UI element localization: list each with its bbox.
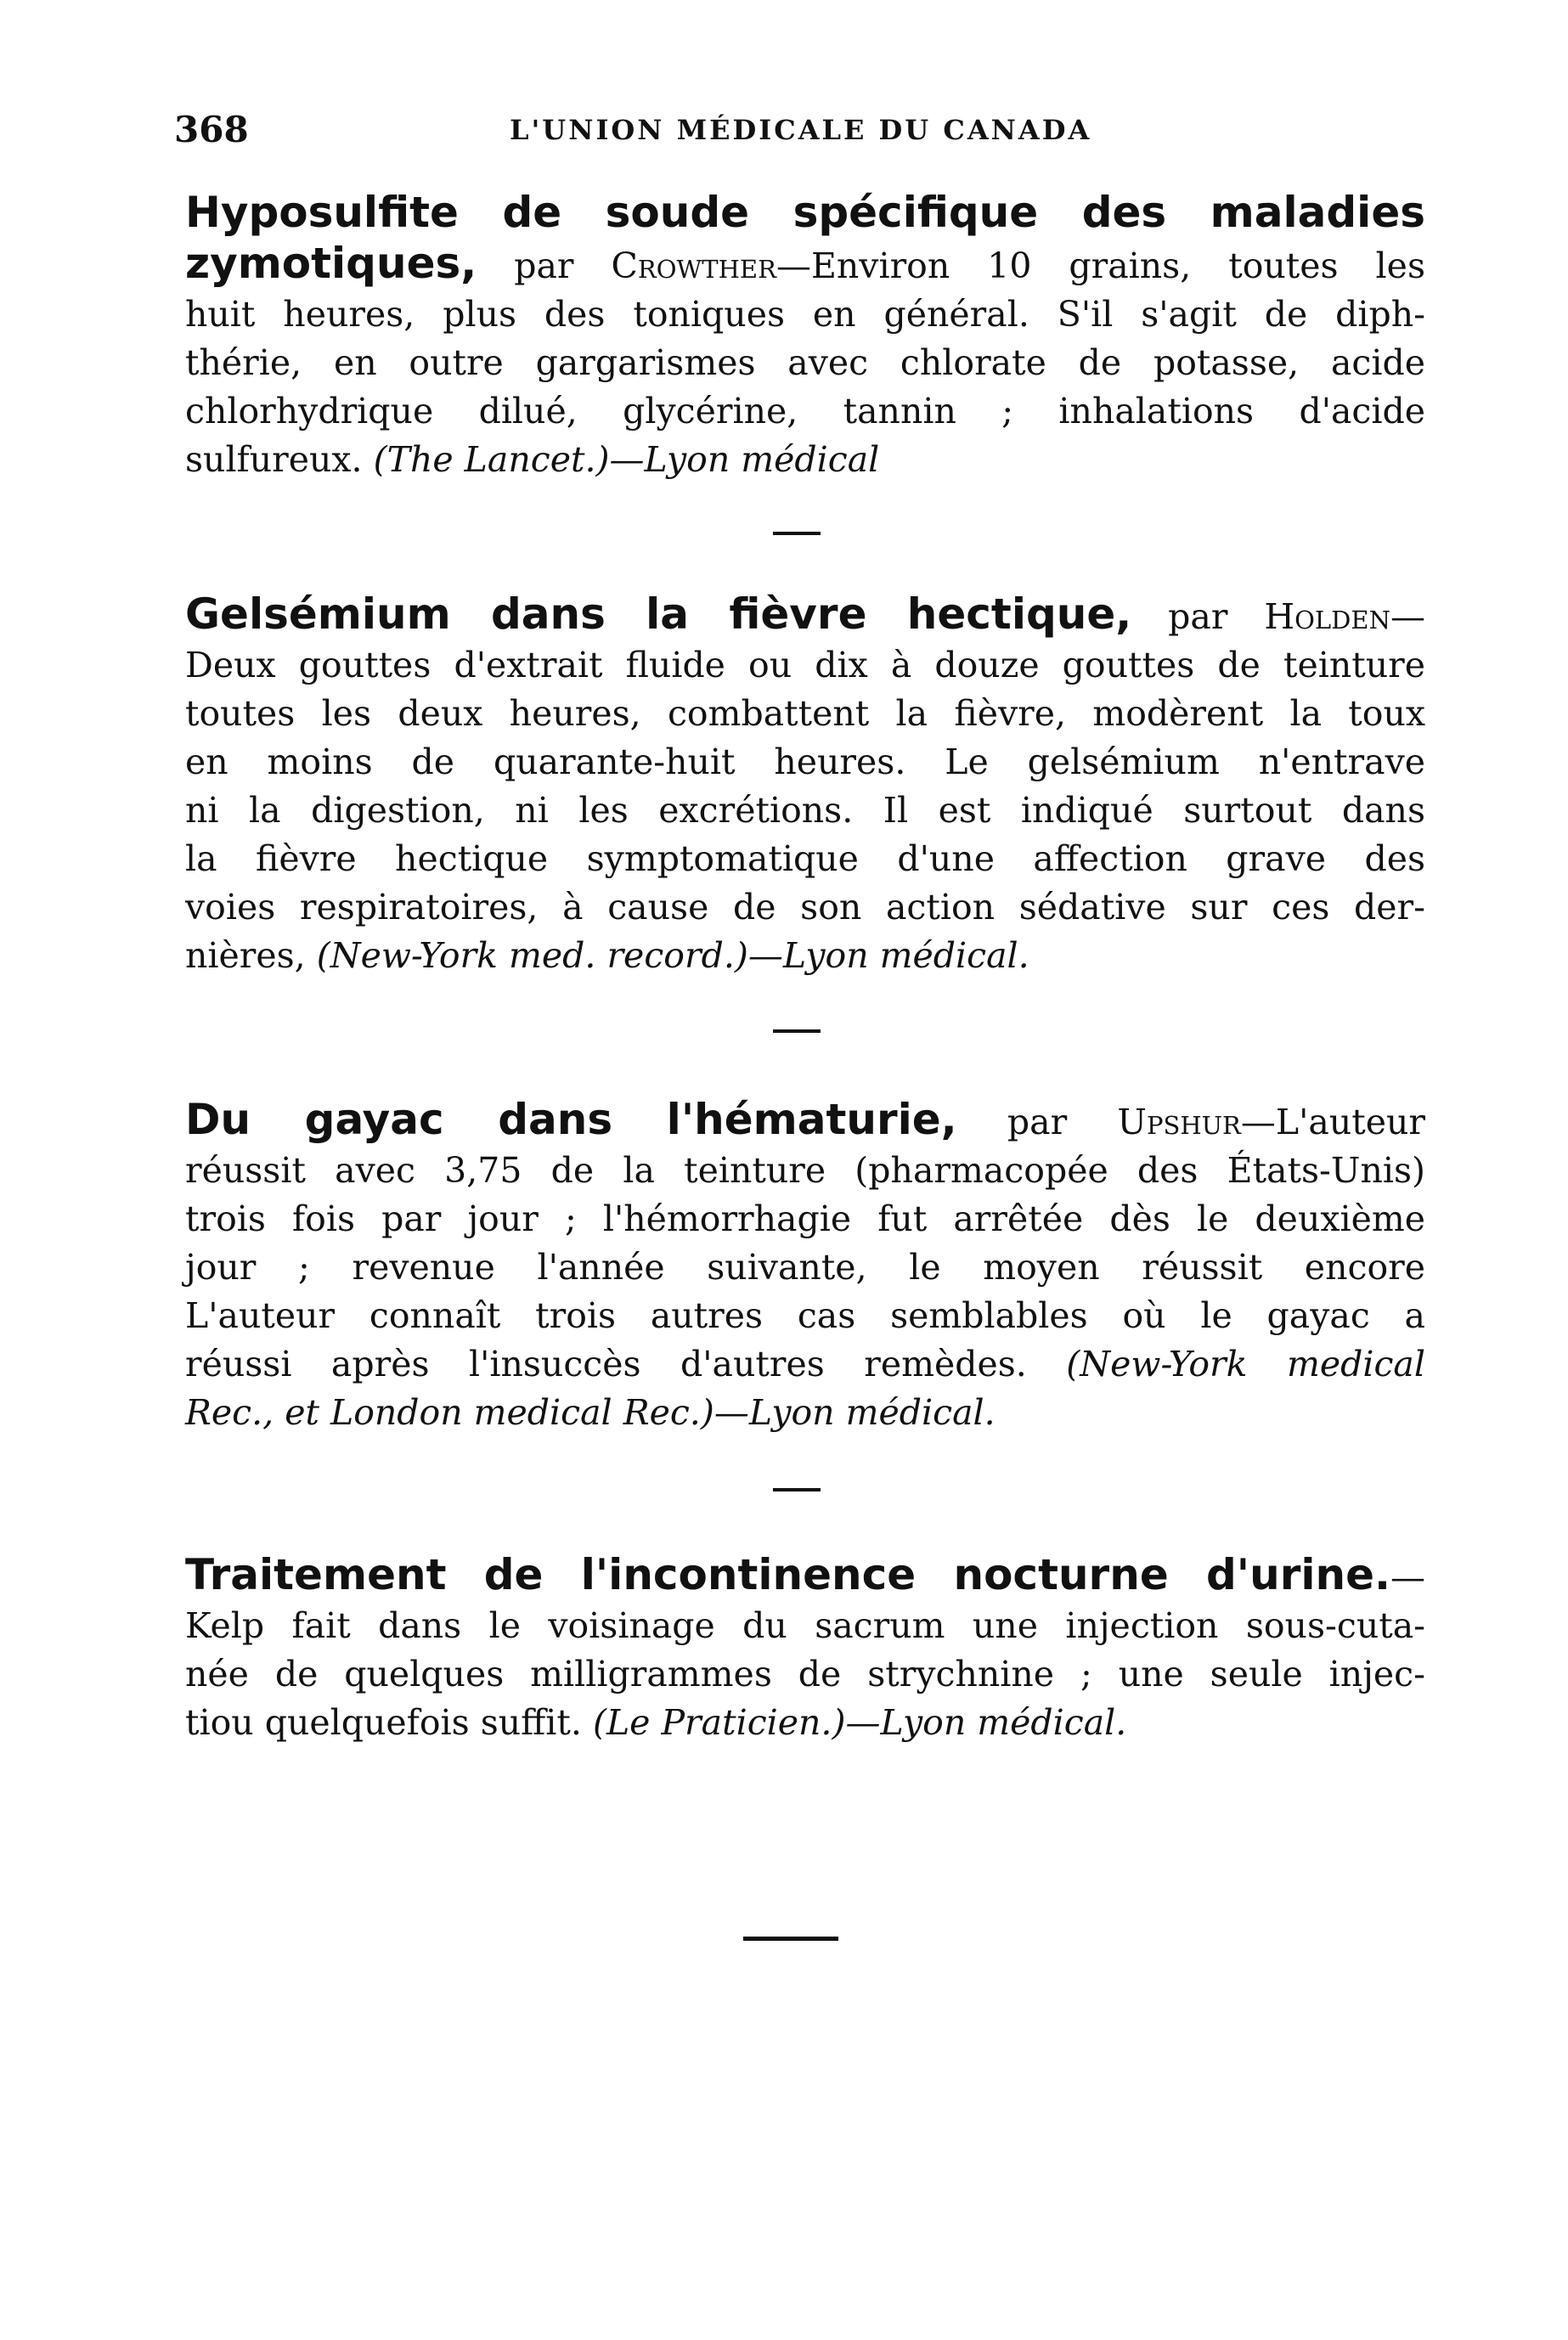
article-title: Gelsémium dans la fièvre hectique,	[185, 589, 1132, 639]
end-rule	[743, 1937, 838, 1941]
article-text: —L'auteur	[1240, 1102, 1425, 1142]
article-text: sulfureux.	[185, 439, 363, 480]
article-title-line	[185, 189, 1425, 240]
article-hyposulfite	[185, 189, 1425, 484]
article-incontinence	[185, 1551, 1425, 1747]
section-separator	[773, 532, 821, 535]
article-line: Kelp fait dans le voisinage du sacrum une injection sous-cuta-	[185, 1605, 1425, 1646]
article-line	[185, 240, 1425, 290]
article-text: réussi après l'insuccès d'autres remèdes.	[185, 1344, 1027, 1384]
article-source-continued: Rec., et London medical Rec.)—Lyon médical.	[185, 1392, 996, 1433]
byline-par: par	[1007, 1102, 1068, 1142]
article-line: toutes les deux heures, combattent la fièvre, modèrent la toux	[185, 693, 1425, 734]
article-source: (New-York medical	[1066, 1344, 1425, 1384]
section-separator	[773, 1488, 821, 1491]
page-number: 368	[174, 109, 249, 150]
article-author: Holden	[1264, 596, 1390, 637]
article-author: Crowther	[611, 245, 776, 286]
section-separator	[773, 1029, 821, 1033]
article-gayac	[185, 1096, 1425, 1437]
article-line: thérie, en outre gargarismes avec chlorate de potasse, acide	[185, 342, 1425, 383]
article-line	[185, 1389, 1425, 1437]
article-title-continued: zymotiques,	[185, 239, 477, 288]
article-text: —Environ 10 grains, toutes les	[776, 245, 1425, 286]
article-line: née de quelques milligrammes de strychnine ; une seule injec-	[185, 1654, 1425, 1694]
article-gelsemium	[185, 590, 1425, 980]
article-text: tiou quelquefois suffit.	[185, 1702, 582, 1743]
article-line	[185, 436, 1425, 484]
article-line: ni la digestion, ni les excrétions. Il est indiqué surtout dans	[185, 790, 1425, 831]
running-head	[174, 109, 1125, 151]
article-source: (The Lancet.)—Lyon médical	[373, 439, 880, 480]
article-title: Traitement de l'incontinence nocturne d'urine.	[185, 1550, 1390, 1599]
article-title: Hyposulfite de soude spécifique des maladies	[185, 188, 1425, 237]
byline-par: par	[1168, 596, 1228, 637]
article-source: (New-York med. record.)—Lyon médical.	[316, 935, 1029, 976]
article-line: voies respiratoires, à cause de son action sédative sur ces der-	[185, 887, 1425, 928]
article-line: en moins de quarante-huit heures. Le gelsémium n'entrave	[185, 741, 1425, 782]
article-line: Deux gouttes d'extrait fluide ou dix à douze gouttes de teinture	[185, 645, 1425, 685]
article-author: Upshur	[1117, 1102, 1241, 1142]
article-line: chlorhydrique dilué, glycérine, tannin ; inhalations d'acide	[185, 391, 1425, 431]
article-line: la fièvre hectique symptomatique d'une affection grave des	[185, 838, 1425, 879]
journal-title: L'UNION MÉDICALE DU CANADA	[510, 114, 1092, 146]
article-line	[185, 1340, 1425, 1389]
article-line	[185, 932, 1425, 980]
article-line: réussit avec 3,75 de la teinture (pharmacopée des États-Unis)	[185, 1150, 1425, 1191]
article-line: huit heures, plus des toniques en général. S'il s'agit de diph-	[185, 294, 1425, 335]
byline-par: par	[514, 245, 574, 286]
article-title-line: Gelsémium dans la fièvre hectique, par Holden—	[185, 589, 1425, 639]
article-line: L'auteur connaît trois autres cas semblables où le gayac a	[185, 1295, 1425, 1336]
article-title-line	[185, 1096, 1425, 1147]
article-line: trois fois par jour ; l'hémorrhagie fut arrêtée dès le deuxième	[185, 1198, 1425, 1239]
article-title-line: Traitement de l'incontinence nocturne d'urine.—	[185, 1550, 1425, 1599]
article-line: jour ; revenue l'année suivante, le moyen réussit encore	[185, 1247, 1425, 1288]
article-title: Du gayac dans l'hématurie,	[185, 1095, 957, 1144]
article-source: (Le Praticien.)—Lyon médical.	[592, 1702, 1127, 1743]
article-text: nières,	[185, 935, 306, 976]
article-line	[185, 1699, 1425, 1747]
